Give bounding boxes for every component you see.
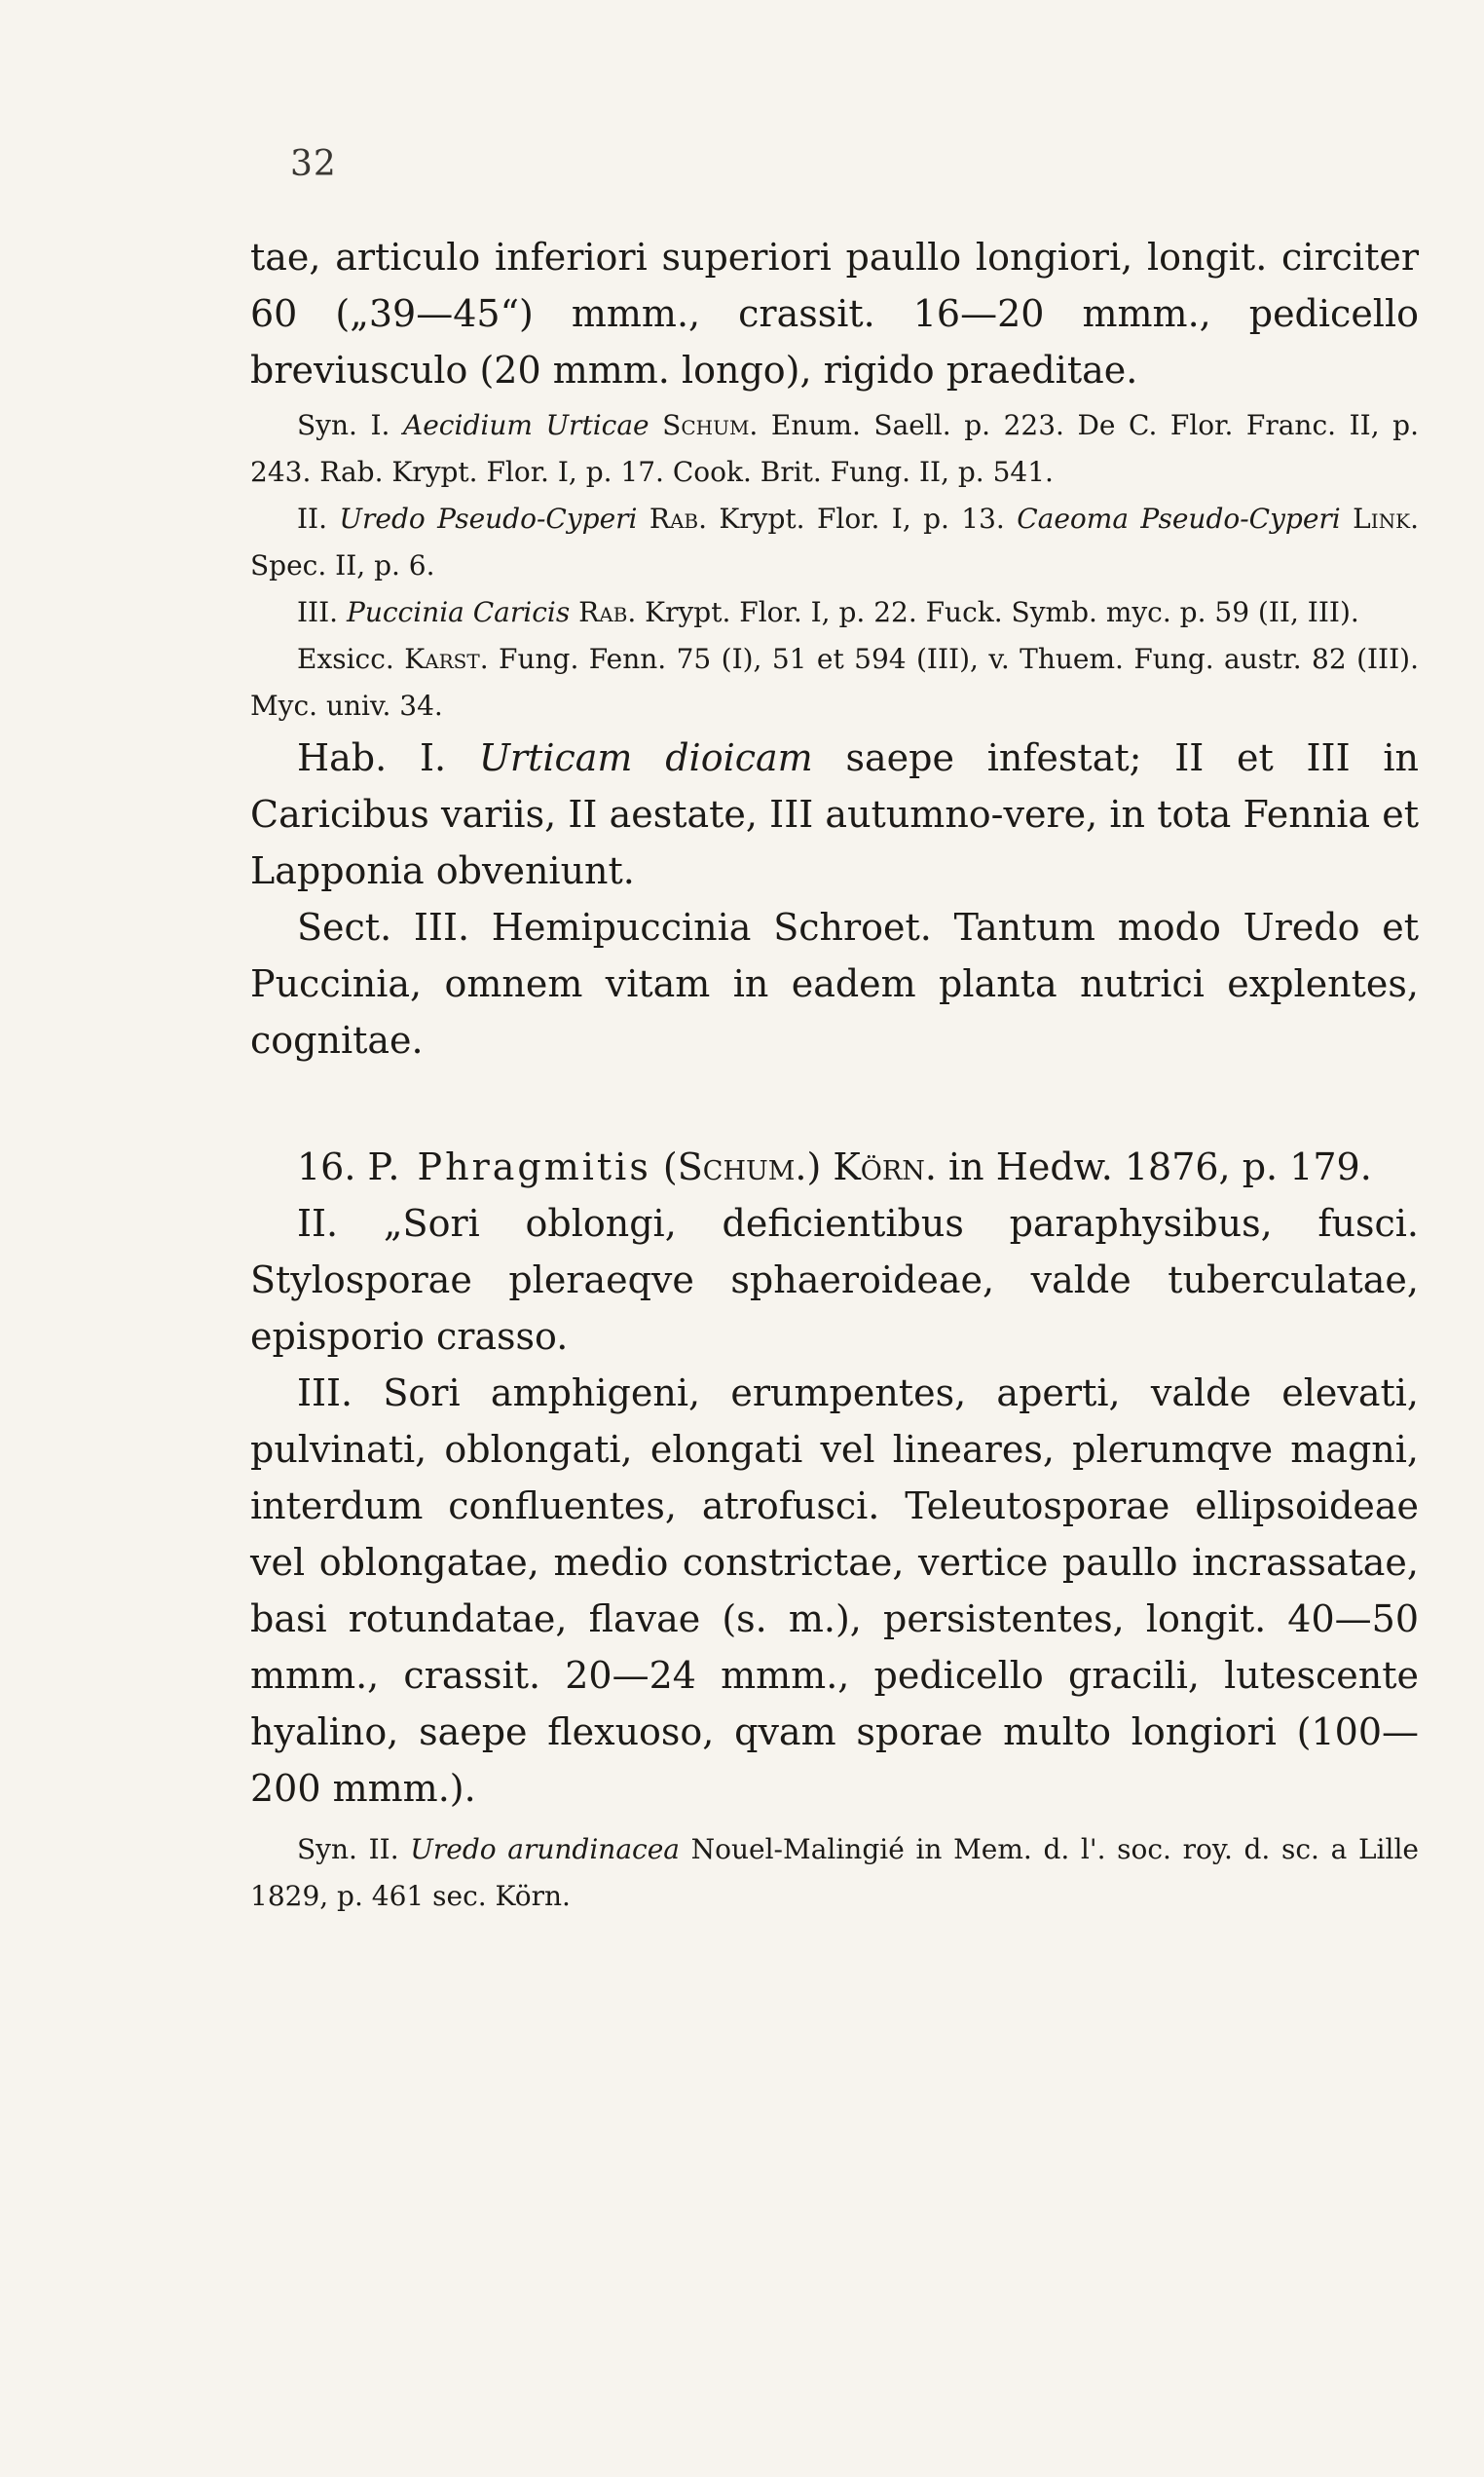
exsiccata-paragraph xyxy=(250,636,1419,730)
syn1-author: Schum. xyxy=(649,409,759,441)
exsicc-author: Karst. xyxy=(404,643,489,675)
species-name: P. Phragmitis xyxy=(367,1145,651,1188)
syn2-author-1: Rab. xyxy=(637,503,707,535)
synonym-paragraph-1 xyxy=(250,402,1419,496)
species-number: 16. xyxy=(297,1145,368,1188)
syn2-author-2: Link. xyxy=(1340,503,1419,535)
synonym-paragraph-2 xyxy=(250,496,1419,589)
syn4-prefix: Syn. II. xyxy=(297,1833,411,1865)
habitat-paragraph xyxy=(250,730,1419,899)
syn2-taxon-2: Caeoma Pseudo-Cyperi xyxy=(1017,503,1341,535)
syn4-taxon: Uredo arundinacea xyxy=(410,1833,680,1865)
synonym-paragraph-4 xyxy=(250,1826,1419,1920)
syn1-taxon: Aecidium Urticae xyxy=(403,409,649,441)
section-paragraph: Sect. III. Hemipuccinia Schroet. Tantum modo Uredo et Puccinia, omnem vitam in eadem planta nutrici explentes, cognitae. xyxy=(250,906,1419,1062)
syn3-citation: Krypt. Flor. I, p. 22. Fuck. Symb. myc. p. 59 (II, III). xyxy=(636,596,1359,628)
syn2-citation-1: Krypt. Flor. I, p. 13. xyxy=(707,503,1018,535)
species-author-1: Schum. xyxy=(677,1145,807,1188)
description-stage-2: II. „Sori oblongi, deficientibus paraphysibus, fusci. Stylosporae pleraeqve sphaeroideae, valde tuberculatae, episporio crasso. xyxy=(250,1202,1419,1358)
exsicc-prefix: Exsicc. xyxy=(297,643,405,675)
species-paren-open: ( xyxy=(650,1145,678,1188)
hab-host: Urticam dioicam xyxy=(478,736,813,779)
species-citation: in Hedw. 1876, p. 179. xyxy=(936,1145,1372,1188)
syn1-prefix: Syn. I. xyxy=(297,409,404,441)
syn1-citation: Enum. Saell. p. 223. De C. Flor. Franc. II, p. 243. Rab. Krypt. Flor. I, p. 17. Cook. Brit. Fung. II, p. 541. xyxy=(250,409,1420,488)
continuation-paragraph: tae, articulo inferiori superiori paullo longiori, longit. circiter 60 („39—45“) mmm., crassit. 16—20 mmm., pedicello breviusculo (20 mmm. longo), rigido praeditae. xyxy=(250,236,1419,392)
text-column xyxy=(250,229,1419,1920)
syn4-citation: Nouel-Malingié in Mem. d. l'. soc. roy. d. sc. a Lille 1829, p. 461 sec. Körn. xyxy=(250,1833,1419,1912)
description-stage-3: III. Sori amphigeni, erumpentes, aperti, valde elevati, pulvinati, oblongati, elongati vel lineares, plerumqve magni, interdum confluentes, atrofusci. Teleutosporae ellipsoideae vel oblongatae, medio constrictae, vertice paullo incrassatae, basi rotundatae, flavae (s. m.), persistentes, longit. 40—50 mmm., crassit. 20—24 mmm., pedicello gracili, lutescente hyalino, saepe flexuoso, qvam sporae multo longiori (100—200 mmm.). xyxy=(250,1371,1419,1810)
species-heading xyxy=(250,1139,1419,1195)
syn3-prefix: III. xyxy=(297,596,347,628)
species-paren-close: ) xyxy=(806,1145,834,1188)
species-author-2: Körn. xyxy=(833,1145,937,1188)
syn3-taxon: Puccinia Caricis xyxy=(346,596,571,628)
hab-prefix: Hab. I. xyxy=(297,736,479,779)
exsicc-citation: Fung. Fenn. 75 (I), 51 et 594 (III), v. Thuem. Fung. austr. 82 (III). Myc. univ. 34. xyxy=(250,643,1419,722)
syn2-taxon-1: Uredo Pseudo-Cyperi xyxy=(339,503,638,535)
synonym-paragraph-3 xyxy=(250,589,1419,636)
hab-text: saepe infestat; II et III in Caricibus variis, II aestate, III autumno-vere, in tota Fennia et Lapponia obveniunt. xyxy=(250,736,1419,892)
syn2-citation-2: Spec. II, p. 6. xyxy=(250,549,435,582)
syn2-prefix: II. xyxy=(297,503,340,535)
syn3-author: Rab. xyxy=(570,596,637,628)
page-number: 32 xyxy=(290,144,337,184)
